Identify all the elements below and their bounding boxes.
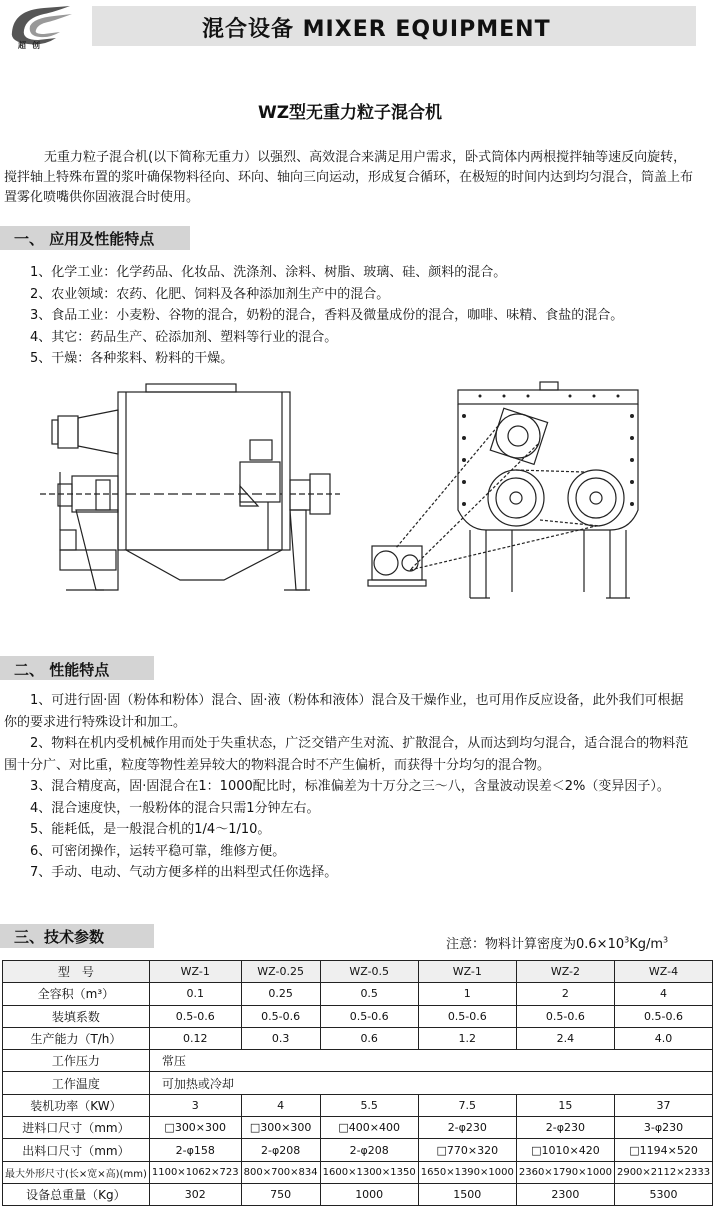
table-cell: 0.6 bbox=[320, 1027, 418, 1049]
row-label: 设备总重量（Kg） bbox=[3, 1183, 150, 1205]
table-row bbox=[3, 1072, 713, 1094]
table-cell: 2360×1790×1000 bbox=[516, 1161, 614, 1183]
table-cell: 1650×1390×1000 bbox=[418, 1161, 516, 1183]
document-title: WZ型无重力粒子混合机 bbox=[257, 103, 443, 123]
table-cell: WZ-0.25 bbox=[241, 961, 320, 983]
logo-text: 超创 bbox=[18, 41, 46, 50]
table-cell: 3 bbox=[149, 1094, 241, 1116]
table-cell: 0.5-0.6 bbox=[614, 1005, 712, 1027]
list-item: 5、能耗低，是一般混合机的1/4～1/10。 bbox=[30, 822, 271, 837]
table-cell: 15 bbox=[516, 1094, 614, 1116]
section2-list bbox=[4, 690, 696, 884]
table-cell: 0.12 bbox=[149, 1027, 241, 1049]
table-cell: □1010×420 bbox=[516, 1139, 614, 1161]
table-cell: 4.0 bbox=[614, 1027, 712, 1049]
intro-paragraph: 无重力粒子混合机(以下简称无重力）以强烈、高效混合来满足用户需求，卧式筒体内两根搅拌轴等速反向旋转，搅拌轴上特殊布置的浆叶确保物料径向、环向、轴向三向运动，形成复合循环，在极短的时间内达到均匀混合，筒盖上布置雾化喷嘴供你固液混合时使用。 bbox=[4, 150, 694, 205]
note-sup-1: 3 bbox=[624, 935, 630, 945]
row-label: 工作压力 bbox=[3, 1050, 150, 1072]
table-cell: 4 bbox=[614, 983, 712, 1005]
table-row bbox=[3, 983, 713, 1005]
list-item: 6、可密闭操作，运转平稳可靠，维修方便。 bbox=[30, 843, 286, 859]
header-title: 混合设备 MIXER EQUIPMENT bbox=[202, 17, 551, 42]
table-cell: 0.5-0.6 bbox=[418, 1005, 516, 1027]
list-item: 1、化学工业：化学药品、化妆品、洗涤剂、涂料、树脂、玻璃、硅、颜料的混合。 bbox=[30, 265, 507, 280]
table-cell: 可加热或冷却 bbox=[149, 1072, 712, 1094]
table-cell: 0.1 bbox=[149, 983, 241, 1005]
row-label: 生产能力（T/h） bbox=[3, 1027, 150, 1049]
table-cell: 2900×2112×2333 bbox=[614, 1161, 712, 1183]
table-cell: WZ-1 bbox=[149, 961, 241, 983]
table-cell: 5300 bbox=[614, 1183, 712, 1205]
list-item: 4、其它：药品生产、砼添加剂、塑料等行业的混合。 bbox=[30, 329, 338, 345]
table-cell: 2 bbox=[516, 983, 614, 1005]
table-row bbox=[3, 1094, 713, 1116]
table-cell: 0.5-0.6 bbox=[149, 1005, 241, 1027]
page-header bbox=[0, 0, 700, 52]
table-cell: WZ-2 bbox=[516, 961, 614, 983]
table-cell: 2-φ208 bbox=[320, 1139, 418, 1161]
list-item: 7、手动、电动、气动方便多样的出料型式任你选择。 bbox=[30, 865, 338, 880]
table-cell: 2-φ230 bbox=[418, 1117, 516, 1139]
table-cell: 1.2 bbox=[418, 1027, 516, 1049]
table-cell: 0.5-0.6 bbox=[516, 1005, 614, 1027]
table-cell: 2.4 bbox=[516, 1027, 614, 1049]
table-cell: 3-φ230 bbox=[614, 1117, 712, 1139]
table-cell: □300×300 bbox=[241, 1117, 320, 1139]
table-cell: 302 bbox=[149, 1183, 241, 1205]
table-cell: 5.5 bbox=[320, 1094, 418, 1116]
table-cell: 0.5-0.6 bbox=[241, 1005, 320, 1027]
table-cell: WZ-1 bbox=[418, 961, 516, 983]
table-row bbox=[3, 1183, 713, 1205]
table-row bbox=[3, 1005, 713, 1027]
table-cell: 1600×1300×1350 bbox=[320, 1161, 418, 1183]
table-cell: □770×320 bbox=[418, 1139, 516, 1161]
table-cell: 750 bbox=[241, 1183, 320, 1205]
table-cell: 0.5 bbox=[320, 983, 418, 1005]
table-cell: 0.3 bbox=[241, 1027, 320, 1049]
list-item: 2、物料在机内受机械作用而处于失重状态，广泛交错产生对流、扩散混合，从而达到均匀混合，适合混合的物料范围十分广、对比重，粒度等物性差异较大的物料混合时不产生偏析，而获得十分均匀的混合物。 bbox=[4, 736, 689, 773]
table-cell: WZ-0.5 bbox=[320, 961, 418, 983]
table-cell: 常压 bbox=[149, 1050, 712, 1072]
section2-title: 二、 性能特点 bbox=[14, 661, 110, 679]
note-prefix: 注意：物料计算密度为0.6×10 bbox=[446, 937, 625, 952]
list-item: 1、可进行固·固（粉体和粉体）混合、固·液（粉体和液体）混合及干燥作业，也可用作反应设备，此外我们可根据你的要求进行特殊设计和加工。 bbox=[4, 693, 684, 730]
list-item: 5、干燥：各种浆料、粉料的干燥。 bbox=[30, 351, 234, 366]
mixer-technical-drawing bbox=[0, 380, 700, 610]
list-item: 3、混合精度高，固·固混合在1：1000配比时，标准偏差为十万分之三～八，含量波动误差＜2%（变异因子）。 bbox=[30, 779, 670, 794]
table-row bbox=[3, 1139, 713, 1161]
table-cell: 800×700×834 bbox=[241, 1161, 320, 1183]
table-cell: 1 bbox=[418, 983, 516, 1005]
row-label: 出料口尺寸（mm） bbox=[3, 1139, 150, 1161]
row-label: 型 号 bbox=[3, 961, 150, 983]
row-label: 全容积（m³） bbox=[3, 983, 150, 1005]
section3-title: 三、技术参数 bbox=[14, 928, 105, 946]
note-sup-2: 3 bbox=[663, 935, 669, 945]
table-row bbox=[3, 1027, 713, 1049]
section1-list bbox=[30, 262, 623, 370]
density-note bbox=[446, 933, 668, 952]
table-cell: WZ-4 bbox=[614, 961, 712, 983]
front-view-drawing bbox=[40, 384, 340, 590]
table-cell: □1194×520 bbox=[614, 1139, 712, 1161]
row-label: 工作温度 bbox=[3, 1072, 150, 1094]
table-row bbox=[3, 1117, 713, 1139]
table-cell: 1000 bbox=[320, 1183, 418, 1205]
table-row bbox=[3, 1050, 713, 1072]
section1-title: 一、 应用及性能特点 bbox=[14, 230, 155, 248]
table-cell: 4 bbox=[241, 1094, 320, 1116]
list-item: 2、农业领域：农药、化肥、饲料及各种添加剂生产中的混合。 bbox=[30, 286, 390, 302]
row-label: 进料口尺寸（mm） bbox=[3, 1117, 150, 1139]
row-label: 装机功率（KW） bbox=[3, 1094, 150, 1116]
side-view-drawing bbox=[368, 382, 638, 598]
table-cell: 2-φ230 bbox=[516, 1117, 614, 1139]
table-cell: 0.25 bbox=[241, 983, 320, 1005]
note-unit: Kg/m bbox=[629, 937, 664, 952]
table-cell: □400×400 bbox=[320, 1117, 418, 1139]
table-row bbox=[3, 961, 713, 983]
row-label: 最大外形尺寸(长×宽×高)(mm) bbox=[3, 1161, 150, 1183]
table-cell: 2-φ158 bbox=[149, 1139, 241, 1161]
table-cell: 7.5 bbox=[418, 1094, 516, 1116]
table-cell: 1100×1062×723 bbox=[149, 1161, 241, 1183]
table-cell: 2-φ208 bbox=[241, 1139, 320, 1161]
table-cell: 0.5-0.6 bbox=[320, 1005, 418, 1027]
table-cell: □300×300 bbox=[149, 1117, 241, 1139]
list-item: 4、混合速度快，一般粉体的混合只需1分钟左右。 bbox=[30, 800, 320, 816]
row-label: 装填系数 bbox=[3, 1005, 150, 1027]
table-cell: 1500 bbox=[418, 1183, 516, 1205]
spec-table bbox=[2, 960, 713, 1206]
table-cell: 2300 bbox=[516, 1183, 614, 1205]
table-cell: 37 bbox=[614, 1094, 712, 1116]
list-item: 3、食品工业：小麦粉、谷物的混合，奶粉的混合，香料及微量成份的混合，咖啡、味精、食盐的混合。 bbox=[30, 308, 624, 323]
table-row bbox=[3, 1161, 713, 1183]
